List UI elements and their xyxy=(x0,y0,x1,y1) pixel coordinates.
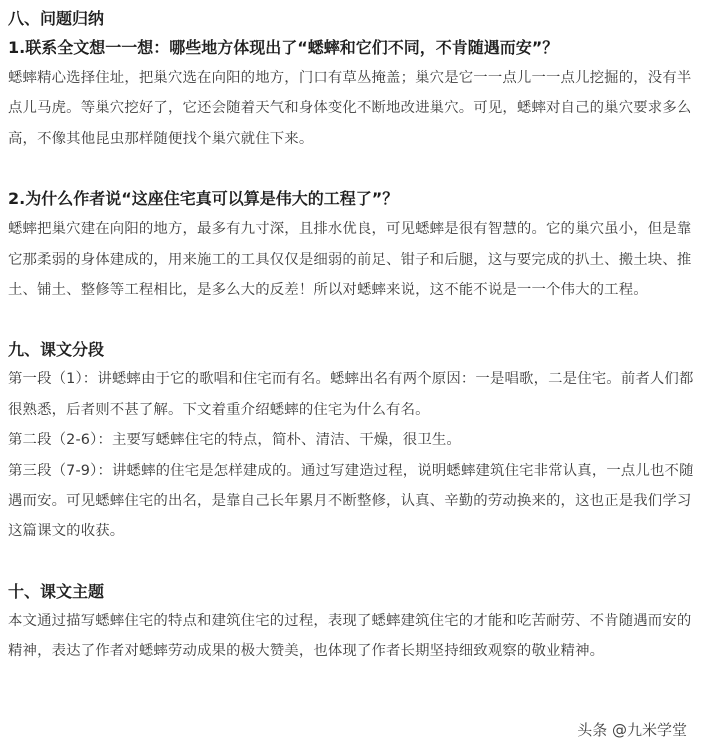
spacer xyxy=(8,305,696,335)
spacer xyxy=(8,154,696,184)
watermark-label: 头条 @九米学堂 xyxy=(577,721,687,739)
theme-paragraph: 本文通过描写蟋蟀住宅的特点和建筑住宅的过程，表现了蟋蟀建筑住宅的才能和吃苦耐劳、不肯随遇而安的精神，表达了作者对蟋蟀劳动成果的极大赞美，也体现了作者长期坚持细致观察的敬业精神。 xyxy=(8,612,692,660)
question-answer-1: 蟋蟀精心选择住址，把巢穴选在向阳的地方，门口有草丛掩盖；巢穴是它一一点儿一一点儿挖掘的，没有半点儿马虎。等巢穴挖好了，它还会随着天气和身体变化不断地改进巢穴。可见，蟋蟀对自己的巢穴要求多么高，不像其他昆虫那样随便找个巢穴就住下来。 xyxy=(8,70,692,147)
section-title-10: 十、课文主题 xyxy=(8,581,105,601)
question-title-1: 1.联系全文想一一想：哪些地方体现出了“蟋蟀和它们不同，不肯随遇而安”？ xyxy=(8,38,559,57)
section-title-8: 八、问题归纳 xyxy=(8,9,105,28)
spacer xyxy=(8,547,696,577)
question-answer-2: 蟋蟀把巢穴建在向阳的地方，最多有九寸深，且排水优良，可见蟋蟀是很有智慧的。它的巢穴虽小，但是靠它那柔弱的身体建成的，用来施工的工具仅仅是细弱的前足、钳子和后腿，这与要完成的扒土、搬土块、推土、铺土、整修等工程相比，是多么大的反差！所以对蟋蟀来说，这不能不说是一一个伟大的工程。 xyxy=(8,221,692,299)
section-title-9: 九、课文分段 xyxy=(8,340,105,360)
paragraph-segment-1: 第一段（1）：讲蟋蟀由于它的歌唱和住宅而有名。蟋蟀出名有两个原因：一是唱歌，二是住宅。前者人们都很熟悉，后者则不甚了解。下文着重介绍蟋蟀的住宅为什么有名。 xyxy=(8,371,694,418)
paragraph-segment-2: 第二段（2-6）：主要写蟋蟀住宅的特点，简朴、清洁、干燥，很卫生。 xyxy=(8,432,461,449)
article-body xyxy=(8,4,696,667)
question-title-2: 2.为什么作者说“这座住宅真可以算是伟大的工程了”？ xyxy=(8,189,399,209)
paragraph-segment-3: 第三段（7-9）：讲蟋蟀的住宅是怎样建成的。通过写建造过程，说明蟋蟀建筑住宅非常认真，一点儿也不随遇而安。可见蟋蟀住宅的出名，是靠自己长年累月不断整修，认真、辛勤的劳动换来的，这也正是我们学习这篇课文的收获。 xyxy=(8,462,694,540)
